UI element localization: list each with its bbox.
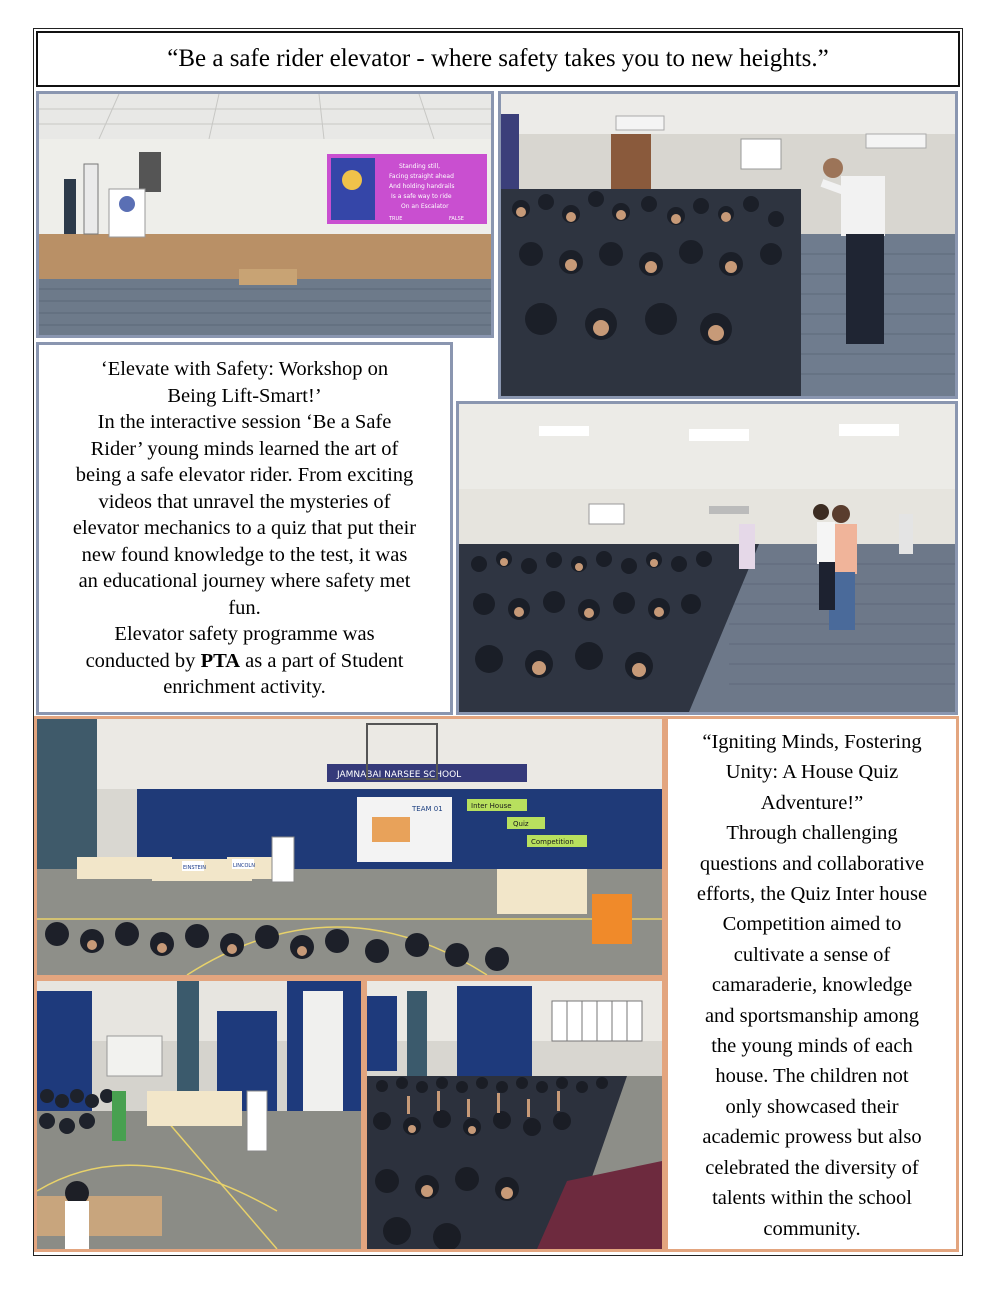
elevator-body-line: Elevator safety programme was xyxy=(114,623,375,645)
svg-text:Quiz: Quiz xyxy=(513,820,529,828)
svg-text:Is a safe way to ride: Is a safe way to ride xyxy=(391,193,452,200)
quiz-text-line: only showcased their xyxy=(725,1095,899,1118)
elevator-heading-line-2: Being Lift-Smart!’ xyxy=(167,384,322,407)
elevator-safety-textbox xyxy=(36,342,453,715)
quiz-text-line: Competition aimed to xyxy=(722,913,902,936)
elevator-body-line: Rider’ young minds learned the art of xyxy=(90,437,399,460)
elevator-heading-line-1: ‘Elevate with Safety: Workshop on xyxy=(100,358,389,380)
svg-text:TRUE: TRUE xyxy=(389,216,403,222)
svg-text:Facing straight ahead: Facing straight ahead xyxy=(389,173,454,180)
quiz-text-line: efforts, the Quiz Inter house xyxy=(696,883,928,906)
svg-text:Standing still,: Standing still, xyxy=(399,163,441,170)
svg-text:FALSE: FALSE xyxy=(449,216,464,222)
elevator-body-line: elevator mechanics to a quiz that put their xyxy=(72,517,417,539)
elevator-conducted-line: conducted by PTA as a part of Student xyxy=(85,649,404,672)
quiz-stage-photo xyxy=(34,978,364,1252)
pta-label: PTA xyxy=(200,649,241,672)
quiz-text-line: cultivate a sense of xyxy=(733,943,891,966)
svg-text:TEAM 01: TEAM 01 xyxy=(412,805,443,813)
elevator-body-line: an educational journey where safety met xyxy=(78,570,411,592)
elevator-body-line: videos that unravel the mysteries of xyxy=(98,490,391,513)
elevator-body-line: In the interactive session ‘Be a Safe xyxy=(97,411,392,433)
quiz-text-line: community. xyxy=(763,1217,861,1240)
quiz-text-line: the young minds of each xyxy=(711,1035,913,1058)
svg-text:Inter House: Inter House xyxy=(471,802,512,810)
quiz-text-line: celebrated the diversity of xyxy=(705,1156,919,1179)
elevator-body-line: new found knowledge to the test, it was xyxy=(81,543,408,566)
elevator-last-line: enrichment activity. xyxy=(163,676,326,698)
quiz-text-line: house. The children not xyxy=(715,1065,909,1088)
svg-text:JAMNABAI NARSEE SCHOOL: JAMNABAI NARSEE SCHOOL xyxy=(337,770,462,780)
quiz-text-line: academic prowess but also xyxy=(702,1126,922,1149)
quiz-text-line: “Igniting Minds, Fostering xyxy=(702,731,922,753)
quiz-text-line: camaraderie, knowledge xyxy=(711,974,913,997)
students-raising-hands-photo xyxy=(364,978,665,1252)
quiz-textbox xyxy=(665,716,959,1252)
quiz-text-line: Adventure!” xyxy=(760,791,864,814)
auditorium-stage-photo xyxy=(36,91,494,338)
svg-text:On an Escalator: On an Escalator xyxy=(401,203,449,210)
page-title: “Be a safe rider elevator - where safety takes you to new heights.” xyxy=(36,31,960,87)
svg-text:LINCOLN: LINCOLN xyxy=(233,863,255,869)
quiz-text-line: questions and collaborative xyxy=(699,852,925,875)
quiz-text-line: and sportsmanship among xyxy=(704,1004,920,1027)
speaker-with-students-photo xyxy=(498,91,958,399)
quiz-text-line: Through challenging xyxy=(726,822,898,845)
elevator-body-line: fun. xyxy=(228,596,261,619)
quiz-text-line: Unity: A House Quiz xyxy=(725,761,899,784)
svg-text:Competition: Competition xyxy=(531,838,574,846)
svg-text:EINSTEIN: EINSTEIN xyxy=(183,865,206,871)
quiz-hall-photo xyxy=(34,716,665,978)
quiz-text-line: talents within the school xyxy=(712,1187,912,1210)
elevator-body-line: being a safe elevator rider. From exciting xyxy=(75,464,414,486)
students-on-floor-photo xyxy=(456,401,958,715)
svg-text:And holding handrails: And holding handrails xyxy=(389,183,455,190)
